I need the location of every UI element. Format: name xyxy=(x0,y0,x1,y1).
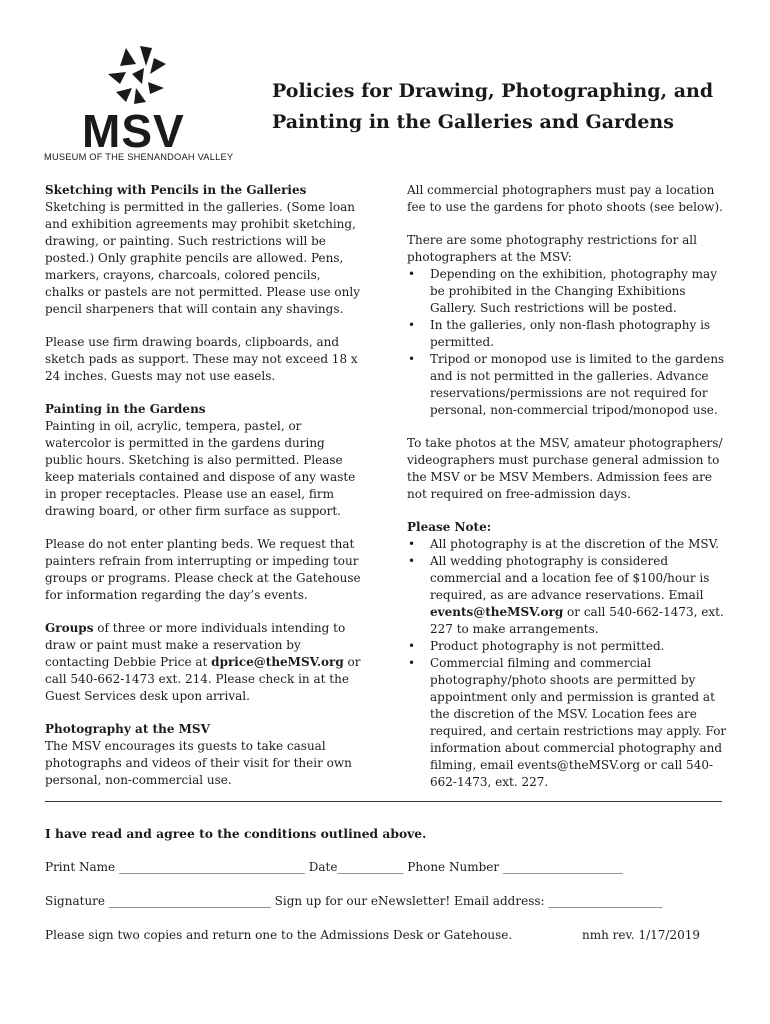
list-item: • Commercial filming and commercial photography/photo shoots are permitted by appointment only and permission is granted at the discretion of the MSV. Location fees are required, and certain restrictions may apply. For information about commercial photography and filming, email events@theMSV.org or call 540-662-1473, ext. 227. xyxy=(407,655,727,791)
revision-note: nmh rev. 1/17/2019 xyxy=(581,928,700,942)
groups-text-1: of three or more individuals intending to draw or paint must make a reservation by contacting Debbie Price at xyxy=(45,621,346,669)
commercial-fee-paragraph: All commercial photographers must pay a location fee to use the gardens for photo shoots (see below). xyxy=(407,183,723,214)
photography-heading: Photography at the MSV xyxy=(45,722,210,736)
left-column xyxy=(45,182,363,805)
note-text: or call 540-662-1473, ext. 227 to make arrangements. xyxy=(430,605,724,636)
list-item xyxy=(407,553,727,638)
logo-subtitle: MUSEUM OF THE SHENANDOAH VALLEY xyxy=(44,152,234,162)
groups-label: Groups xyxy=(45,621,94,635)
groups-text-2: or call 540-662-1473 ext. 214. Please check in at the Guest Services desk upon arrival. xyxy=(45,655,361,703)
right-column xyxy=(407,182,727,807)
signature-email-line[interactable]: Signature ___________________________ Sign up for our eNewsletter! Email address: ___________________ xyxy=(45,894,663,908)
list-item: • In the galleries, only non-flash photography is permitted. xyxy=(407,317,727,351)
sketching-paragraph-2: Please use firm drawing boards, clipboards, and sketch pads as support. These may not exceed 18 x 24 inches. Guests may not use easels. xyxy=(45,335,358,383)
agreement-statement: I have read and agree to the conditions outlined above. xyxy=(45,826,427,841)
events-email-link[interactable]: events@theMSV.org xyxy=(430,605,564,619)
list-item: • Product photography is not permitted. xyxy=(407,638,727,655)
amateur-paragraph: To take photos at the MSV, amateur photographers/ videographers must purchase general admission to the MSV or be MSV Members. Admission fees are not required on free-admission days. xyxy=(407,436,723,501)
list-item: • Tripod or monopod use is limited to the gardens and is not permitted in the galleries. Advance reservations/permissions are not required for personal, non-commercial tripod/monopod use. xyxy=(407,351,727,419)
restrictions-list xyxy=(407,266,727,419)
note-list xyxy=(407,536,727,791)
footer-instructions: Please sign two copies and return one to the Admissions Desk or Gatehouse. xyxy=(45,928,513,942)
painting-paragraph-1: Painting in oil, acrylic, tempera, pastel, or watercolor is permitted in the gardens during public hours. Sketching is also permitted. Please keep materials contained and dispose of any waste in proper receptacles. Please use an easel, firm drawing board, or other firm surface as support. xyxy=(45,419,356,518)
groups-email-link[interactable]: dprice@theMSV.org xyxy=(211,655,344,669)
title-line-2: Painting in the Galleries and Gardens xyxy=(272,111,674,133)
painting-heading: Painting in the Gardens xyxy=(45,402,206,416)
restrictions-intro: There are some photography restrictions for all photographers at the MSV: xyxy=(407,233,697,264)
sketching-heading: Sketching with Pencils in the Galleries xyxy=(45,183,307,197)
list-item: • Depending on the exhibition, photography may be prohibited in the Changing Exhibitions Gallery. Such restrictions will be posted. xyxy=(407,266,727,317)
painting-paragraph-2: Please do not enter planting beds. We request that painters refrain from interrupting or impeding tour groups or programs. Please check at the Gatehouse for information regarding the day’s events. xyxy=(45,537,361,602)
msv-logo xyxy=(44,44,234,166)
logo-wordmark: MSV xyxy=(82,105,185,157)
photography-paragraph: The MSV encourages its guests to take casual photographs and videos of their visit for their own personal, non-commercial use. xyxy=(45,739,352,787)
title-line-1: Policies for Drawing, Photographing, and xyxy=(272,80,714,102)
sketching-paragraph-1: Sketching is permitted in the galleries. (Some loan and exhibition agreements may prohibit sketching, drawing, or painting. Such restrictions will be posted.) Only graphite pencils are allowed. Pens, markers, crayons, charcoals, colored pencils, chalks or pastels are not permitted. Please use only pencil sharpeners that will contain any shavings. xyxy=(45,200,360,316)
print-name-date-phone-line[interactable]: Print Name _______________________________ Date___________ Phone Number ____________________ xyxy=(45,860,623,874)
star-logo-icon xyxy=(106,44,170,106)
section-divider xyxy=(45,801,722,802)
list-item: • All photography is at the discretion of the MSV. xyxy=(407,536,727,553)
groups-paragraph xyxy=(45,620,363,705)
note-heading: Please Note: xyxy=(407,520,492,534)
page-title xyxy=(272,76,732,138)
note-text: All wedding photography is considered commercial and a location fee of $100/hour is required, as are advance reservations. Email xyxy=(430,554,710,602)
footer xyxy=(45,927,700,944)
